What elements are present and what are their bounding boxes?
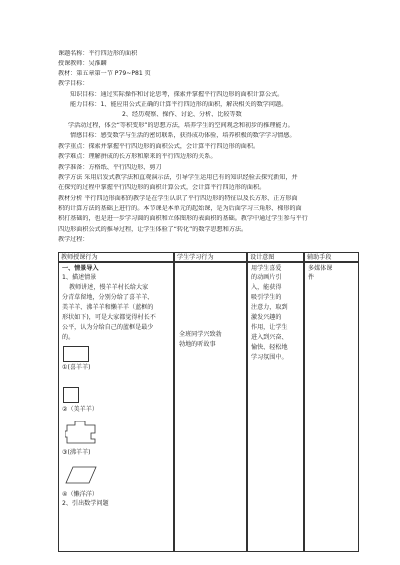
story-line: 分青草留地，分别分给了喜羊羊、 xyxy=(62,294,154,301)
story-line: 形状如下)，可是大家都觉得村长不 xyxy=(62,314,156,321)
intent-text: 激发兴趣的 xyxy=(251,314,282,321)
shape-label-2: ②（美羊羊） xyxy=(62,406,98,413)
process-heading: 教学过程： xyxy=(58,236,89,243)
story-line: 美羊羊、沸羊羊和懒羊羊（蓝框的 xyxy=(62,304,154,311)
header-teacher: 教师授课行为 xyxy=(58,252,174,262)
intent-text: 的动画片引 xyxy=(251,274,282,281)
key-point-line: 教学重点：探索并掌握平行四边形的面积公式，会计算平行四边形的面积。 xyxy=(58,143,260,150)
method-line-1: 教学方法 采用启发式教学法和直观演示法，引导学生运用已有的知识经验去探究新知，并 xyxy=(58,174,298,181)
preparation-line: 教学准备：方格纸、平行四边形、剪刀 xyxy=(58,164,162,171)
objectives-heading: 教学目标： xyxy=(58,80,89,87)
knowledge-objective: 知识目标：通过实际操作和讨论思考，探索并掌握平行四边形的面积计算公式。 xyxy=(70,91,284,98)
aids-cell xyxy=(304,262,359,552)
aids-text: 件 xyxy=(308,274,315,281)
analysis-line-4: 四边形面积公式的推导过程，让学生体验了“转化”的数学思想和方法。 xyxy=(58,226,248,233)
intent-text: 注意力，取到 xyxy=(251,304,288,311)
story-line: 的。 xyxy=(62,334,75,341)
intent-text: 愉快、轻松地 xyxy=(251,344,288,351)
header-aids: 辅助手段 xyxy=(304,252,359,262)
square-shape xyxy=(63,387,79,403)
header-student: 学生学习行为 xyxy=(174,252,247,262)
shape-label-4: ④（懒洋洋） xyxy=(62,491,98,498)
ability-objective-3: 学活动过程，体会“等积变形”的思想方法，培养学生的空间观念和初步的推理能力。 xyxy=(68,122,294,129)
item-describe-scene: 1、描述情景 xyxy=(62,274,97,281)
ability-objective: 能力目标：1、能应用公式正确的计算平行四边形的面积，解决相关的数学问题。 xyxy=(70,101,288,108)
intent-text: 吸引学生的 xyxy=(251,294,282,301)
intent-text: 作用，让学生 xyxy=(251,324,288,331)
ability-objective-2: 2、经历观察、操作、讨论、分析、比较等数 xyxy=(122,111,242,118)
item-math-question: 2、引出数学问题 xyxy=(62,500,109,507)
teacher-cell xyxy=(58,262,174,552)
course-title-line: 课题名称：平行四边形的面积 xyxy=(58,50,138,57)
intent-cell xyxy=(247,262,304,552)
aids-text: 多媒体课 xyxy=(308,265,333,272)
section-title: 一、情景导入 xyxy=(62,265,99,272)
student-cell xyxy=(174,262,247,552)
header-intent: 设计意图 xyxy=(247,252,304,262)
textbook-line: 教材：第五章第一节 P79~P81 页 xyxy=(58,70,151,77)
shape-label-1: ①(喜羊羊) xyxy=(62,364,91,371)
story-line: 教师讲述，慢羊羊村长给大家 xyxy=(69,284,149,291)
story-line: 公平，认为分给自己的蓝框是最少 xyxy=(62,324,154,331)
rectangle-shape xyxy=(63,346,89,362)
intent-text: 学习氛围中。 xyxy=(251,354,288,361)
irregular-shape xyxy=(65,421,99,445)
difficulty-line: 教学难点：理解拼成的长方形和原来的平行四边形的关系。 xyxy=(58,153,217,160)
student-text: 勃地的听故事 xyxy=(179,341,216,348)
intent-text: 进入到兴奋、 xyxy=(251,334,288,341)
analysis-line-3: 积打基础的，也是进一步学习圆的面积和立体图形的表面积的基础。教学中通过学生参与平行 xyxy=(58,215,308,222)
analysis-line-1: 教材分析 平行四边形面积的教学是在学生认识了平行四边形的特征以及长方形、正方形面 xyxy=(58,195,298,202)
method-line-2: 在探究的过程中掌握平行四边形的面积计算公式，会计算平行四边形的面积。 xyxy=(58,184,266,191)
process-table xyxy=(58,252,359,552)
analysis-line-2: 积的计算方法的基础上进行的。本节课是本单元的起始课，是为后面学习三角形、梯形的面 xyxy=(58,205,302,212)
parallelogram-shape xyxy=(65,466,97,484)
shape-label-3: ③(沸羊羊) xyxy=(62,449,91,456)
emotion-objective: 情感目标：感受数学与生活的密切联系，获得成功体验，培养积极的数学学习情感。 xyxy=(70,132,296,139)
intent-text: 入，能获得 xyxy=(251,284,282,291)
intent-text: 用学生喜爱 xyxy=(251,265,282,272)
student-text: 全班同学兴致勃 xyxy=(179,331,222,338)
teacher-line: 授课教师：吴淮麟 xyxy=(58,60,107,67)
